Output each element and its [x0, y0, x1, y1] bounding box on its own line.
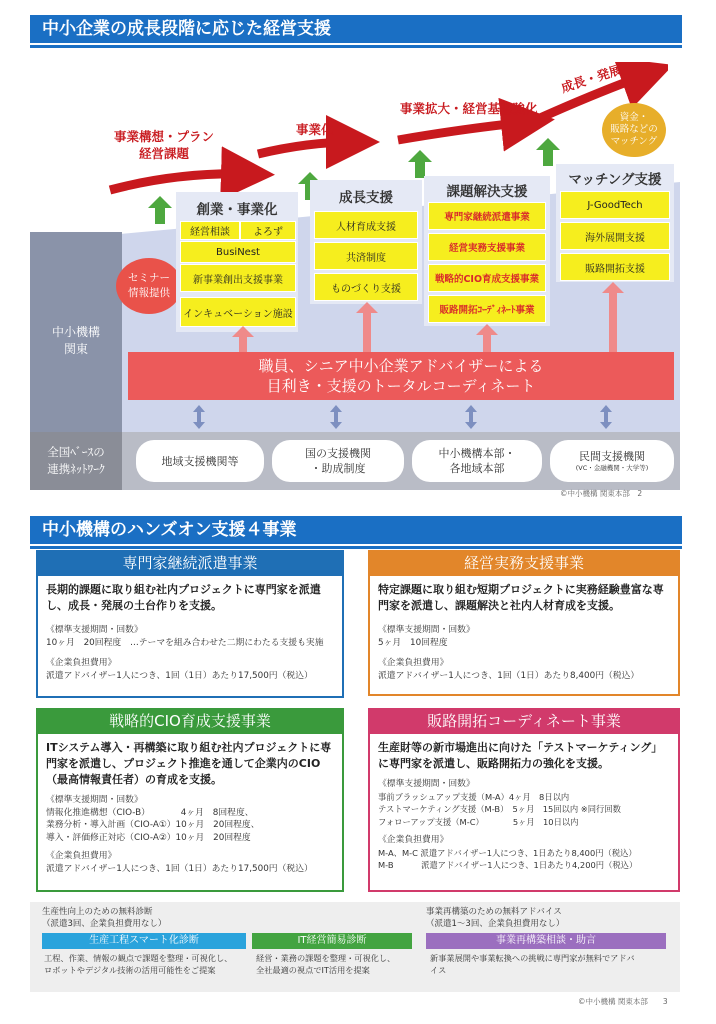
- double-arrow-icon: [465, 405, 477, 429]
- label-kanto: 中小機構 関東: [51, 325, 100, 356]
- diag-text: 工程、作業、情報の観点で課題を整理・可視化し、 ロボットやデジタル技術の活用可能性をご提案: [44, 953, 233, 975]
- card-lead: ITシステム導入・再構築に取り組む社内プロジェクトに専門家を派遣し、プロジェクト推進を通して企業内のCIO（最高情報責任者）の育成を支援。: [46, 741, 332, 786]
- arrow-label-2: 事業化: [296, 122, 334, 137]
- arrow-label-3: 事業拡大・経営基盤強化: [400, 101, 538, 116]
- double-arrow-icon: [330, 405, 342, 429]
- double-arrow-icon: [193, 405, 205, 429]
- diag-title: 事業再構築相談・助言: [426, 933, 666, 949]
- card-expert-dispatch: [36, 550, 344, 698]
- free-advice-label: 事業再構築のための無料アドバイス （派遣1～3回、企業負担費用なし）: [426, 907, 565, 929]
- card-title: 専門家継続派遣事業: [36, 550, 344, 576]
- cost-value: 派遣アドバイザー1人につき、1回（1日）あたり8,400円（税込）: [378, 670, 640, 681]
- item-box: 専門家継続派遣事業: [428, 202, 546, 230]
- period-label: 《標準支援期間・回数》: [378, 625, 475, 635]
- column-heading: 課題解決支援: [446, 184, 528, 200]
- item-box: インキュベーション施設: [180, 297, 296, 327]
- cost-value: 派遣アドバイザー1人につき、1回（1日）あたり17,500円（税込）: [46, 670, 313, 681]
- partner-pill: 国の支援機関 ・助成制度: [272, 440, 404, 482]
- item-box: 人材育成支援: [314, 211, 418, 239]
- item-box: ものづくり支援: [314, 273, 418, 301]
- item-box: J-GoodTech: [560, 191, 670, 219]
- double-arrow-icon: [600, 405, 612, 429]
- cost-label: 《企業負担費用》: [378, 835, 449, 845]
- cost-label: 《企業負担費用》: [378, 658, 449, 668]
- card-market-coordination: [368, 708, 680, 892]
- card-title: 経営実務支援事業: [368, 550, 680, 576]
- card-business-practice: [368, 550, 680, 696]
- period-value: 10ヶ月 20回程度 …テーマを組み合わせた二期にわたる支援も実施: [46, 637, 324, 648]
- cost-label: 《企業負担費用》: [46, 851, 117, 861]
- item-box: 経営相談: [180, 221, 240, 240]
- diag-text: 新事業展開や事業転換への挑戦に専門家が無料でアドバ イス: [430, 953, 635, 975]
- diag-title: 生産工程スマート化診断: [42, 933, 246, 949]
- section-title-growth: 中小企業の成長段階に応じた経営支援: [30, 15, 682, 43]
- item-box: 販路開拓支援: [560, 253, 670, 281]
- partner-pill: 地域支援機関等: [136, 440, 264, 482]
- period-label: 《標準支援期間・回数》: [46, 795, 143, 805]
- page-footer-3: ©中小機構 関東本部 3: [578, 997, 668, 1006]
- item-box: 新事業創出支援事業: [180, 264, 296, 292]
- partner-pill: 中小機構本部・ 各地域本部: [412, 440, 542, 482]
- label-network: 全国ﾍﾞｰｽの 連携ﾈｯﾄﾜｰｸ: [47, 445, 105, 476]
- arrow-label-1: 事業構想・プラン 経営課題: [114, 129, 215, 161]
- column-heading: マッチング支援: [568, 172, 662, 188]
- free-diagnosis-label: 生産性向上のための無料診断 （派遣3回、企業負担費用なし）: [42, 907, 167, 929]
- coordinate-banner: 職員、シニア中小企業アドバイザーによる 目利き・支援のトータルコーディネート: [128, 352, 674, 400]
- cost-value: 派遣アドバイザー1人につき、1回（1日）あたり17,500円（税込）: [46, 863, 313, 874]
- up-arrow-icon: [536, 138, 560, 166]
- up-arrow-icon: [476, 324, 498, 352]
- matching-bubble: 資金・ 販路などの マッチング: [602, 103, 666, 157]
- page-footer-2: ©中小機構 関東本部 2: [560, 489, 643, 498]
- item-box: BusiNest: [180, 241, 296, 263]
- item-box: 経営実務支援事業: [428, 233, 546, 261]
- up-arrow-icon: [356, 302, 378, 352]
- card-title: 販路開拓コーディネート事業: [368, 708, 680, 734]
- cost-label: 《企業負担費用》: [46, 658, 117, 668]
- item-box: よろず: [240, 221, 296, 240]
- item-box: 販路開拓ｺｰﾃﾞｨﾈｰﾄ事業: [428, 295, 546, 323]
- period-value: 情報化推進構想（CIO-B） 4ヶ月 8回程度、 業務分析・導入計画（CIO-A①）10ヶ月 20回程度、 導入・評価修正対応（CIO-A②）10ヶ月 20回程度: [46, 807, 260, 843]
- seminar-circle: セミナー 情報提供: [116, 258, 182, 314]
- card-title: 戦略的CIO育成支援事業: [36, 708, 344, 734]
- period-value: 5ヶ月 10回程度: [378, 637, 448, 648]
- column-heading: 成長支援: [339, 190, 393, 206]
- column-heading: 創業・事業化: [196, 202, 278, 218]
- diag-title: IT経営簡易診断: [252, 933, 412, 949]
- card-cio-development: [36, 708, 344, 892]
- period-label: 《標準支援期間・回数》: [378, 779, 475, 789]
- period-value: 事前ブラッシュアップ支援（M-A）4ヶ月 8日以内 テストマーケティング支援（M-B） 5ヶ月 15回以内 ※同行回数 フォローアップ支援（M-C） 5ヶ月 10日以内: [378, 791, 621, 827]
- card-lead: 長期的課題に取り組む社内プロジェクトに専門家を派遣し、成長・発展の土台作りを支援。: [46, 583, 321, 612]
- up-arrow-icon: [232, 326, 254, 352]
- up-arrow-icon: [602, 282, 624, 352]
- cost-value: M-A、M-C 派遣アドバイザー1人につき、1日あたり8,400円（税込） M-B 派遣アドバイザー1人につき、1日あたり4,200円（税込）: [378, 847, 638, 870]
- partner-pill: 民間支援機関 (VC・金融機関・大学等): [550, 440, 674, 482]
- card-lead: 特定課題に取り組む短期プロジェクトに実務経験豊富な専門家を派遣し、課題解決と社内人材育成を支援。: [378, 583, 664, 612]
- period-label: 《標準支援期間・回数》: [46, 625, 143, 635]
- item-box: 戦略的CIO育成支援事業: [428, 264, 546, 292]
- card-lead: 生産財等の新市場進出に向けた「テストマーケティング」に専門家を派遣し、販路開拓力の強化を支援。: [378, 741, 663, 770]
- section-title-handson: 中小機構のハンズオン支援４事業: [30, 516, 682, 544]
- item-box: 共済制度: [314, 242, 418, 270]
- arrow-label-4: 成長・発展: [559, 61, 624, 96]
- diag-text: 経営・業務の課題を整理・可視化し、 全社最適の視点でIT活用を提案: [256, 953, 396, 975]
- up-arrow-icon: [408, 150, 432, 178]
- item-box: 海外展開支援: [560, 222, 670, 250]
